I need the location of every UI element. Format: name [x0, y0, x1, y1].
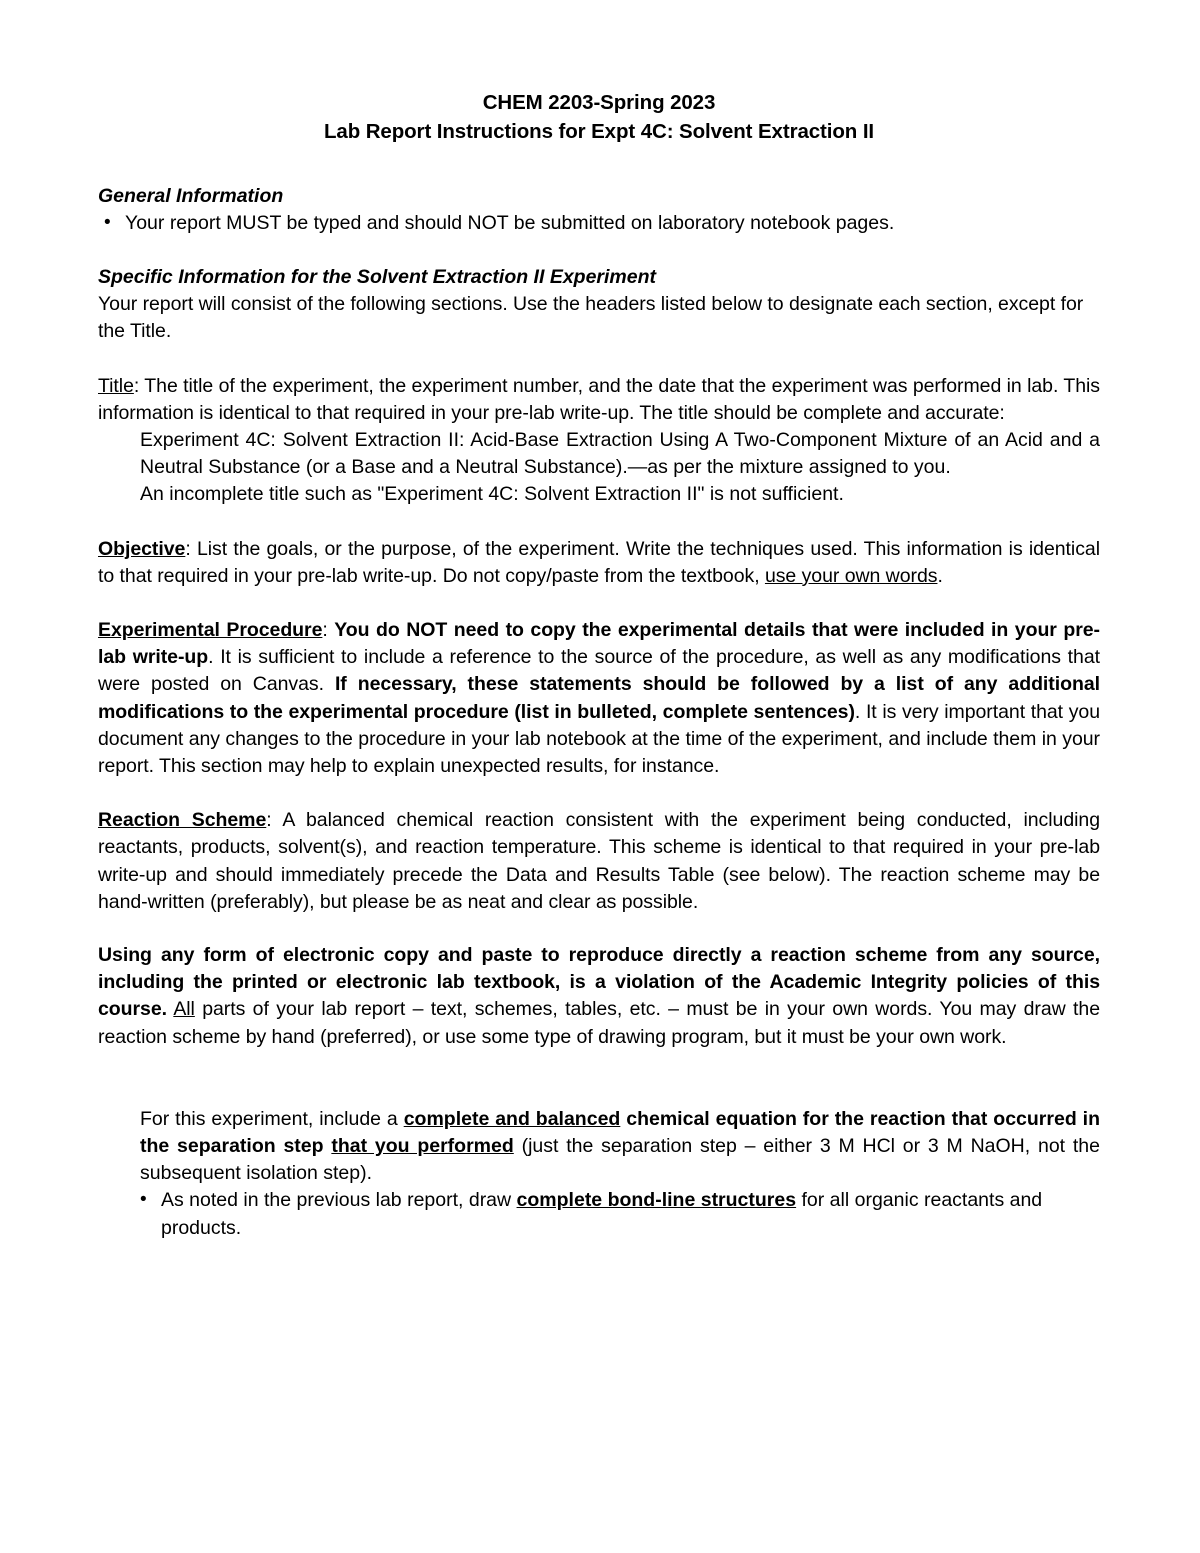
objective-section-separator: :	[185, 537, 197, 560]
spacer	[98, 237, 1100, 264]
list-item: • Your report MUST be typed and should NOT be submitted on laboratory notebook pages.	[98, 210, 1100, 237]
title-section-label: Title	[98, 374, 134, 397]
spacer	[98, 146, 1100, 183]
objective-section-tail: .	[937, 564, 943, 587]
specific-information-heading: Specific Information for the Solvent Extraction II Experiment	[98, 266, 657, 289]
experimental-procedure-bold-2: If necessary, these statements should be followed by a list of any additional modifications to the experimental procedure (list in bulleted, complete sentences)	[98, 673, 1100, 723]
experiment-note-tail: (just the separation step – either 3 M HCl or 3 M NaOH, not the subsequent isolation step).	[140, 1135, 1100, 1185]
reaction-scheme-separator: :	[266, 809, 283, 832]
experimental-procedure-plain-1: . It is sufficient to include a reference to the source of the procedure, as well as any modifications that were posted on Canvas.	[98, 646, 1100, 696]
academic-integrity-remainder: parts of your lab report – text, schemes, tables, etc. – must be in your own words. You may draw the reaction scheme by hand (preferred), or use some type of drawing program, but it must be your own work.	[98, 998, 1100, 1048]
experimental-procedure-plain-2: . It is very important that you document any changes to the procedure in your lab notebook at the time of the experiment, and include them in your report. This section may help to explain unexpected results, for instance.	[98, 700, 1100, 778]
academic-integrity-paragraph	[98, 942, 1100, 1051]
specific-information-intro: Your report will consist of the following sections. Use the headers listed below to designate each section, except for the Title.	[98, 293, 1084, 343]
title-example-block	[140, 427, 1100, 509]
academic-integrity-emphasis: All	[173, 998, 195, 1021]
title-section-body: The title of the experiment, the experiment number, and the date that the experiment was performed in lab. This information is identical to that required in your pre-lab write-up. The title should be complete and accurate:	[98, 374, 1100, 424]
spacer	[98, 509, 1100, 536]
title-insufficient-note: An incomplete title such as "Experiment 4C: Solvent Extraction II" is not sufficient.	[140, 483, 844, 506]
general-information-list	[98, 210, 1100, 237]
reaction-scheme-label: Reaction Scheme	[98, 809, 267, 832]
spacer	[98, 780, 1100, 807]
objective-section-paragraph	[98, 536, 1100, 590]
list-item	[134, 1187, 1100, 1241]
bullet-prefix: As noted in the previous lab report, draw	[161, 1189, 517, 1212]
spacer	[98, 590, 1100, 617]
spacer	[98, 346, 1100, 373]
experimental-procedure-bold-1: You do NOT need to copy the experimental details that were included in your pre-lab write-up	[98, 619, 1100, 669]
experimental-procedure-paragraph	[98, 617, 1100, 780]
objective-section-body: List the goals, or the purpose, of the experiment. Write the techniques used. This information is identical to that required in your pre-lab write-up. Do not copy/paste from the textbook,	[98, 537, 1100, 587]
title-section-paragraph	[98, 373, 1100, 427]
document-title	[98, 88, 1100, 146]
bullet-emphasis: complete bond-line structures	[516, 1189, 797, 1212]
academic-integrity-statement: Using any form of electronic copy and paste to reproduce directly a reaction scheme from any source, including the printed or electronic lab textbook, is a violation of the Academic Integrity policies of this course.	[98, 944, 1100, 1021]
spacer	[98, 1051, 1100, 1106]
reaction-scheme-paragraph	[98, 807, 1100, 916]
experimental-procedure-separator: :	[322, 619, 335, 642]
spacer	[98, 916, 1100, 942]
experiment-note-bold-1: chemical equation for the reaction that occurred in the separation step	[140, 1107, 1100, 1158]
general-information-heading: General Information	[98, 185, 284, 207]
title-line-1: CHEM 2203-Spring 2023	[482, 91, 716, 114]
title-example-text: Experiment 4C: Solvent Extraction II: Acid-Base Extraction Using A Two-Component Mixture of an Acid and a Neutral Substance (or a Base and a Neutral Substance).—as per the mixture assigned to you.	[140, 429, 1100, 479]
experiment-note-bold-underline-1: complete and balanced	[403, 1107, 621, 1130]
experiment-note-list	[134, 1187, 1100, 1241]
objective-section-label: Objective	[98, 537, 186, 560]
experiment-note-block	[140, 1106, 1100, 1188]
objective-emphasis: use your own words	[764, 564, 938, 587]
experiment-note-paragraph	[140, 1106, 1100, 1188]
title-section-separator: :	[133, 374, 145, 397]
experimental-procedure-label: Experimental Procedure	[98, 619, 323, 642]
bullet-suffix: for all organic reactants and products.	[161, 1189, 1043, 1239]
experiment-note-lead-in: For this experiment, include a	[140, 1107, 404, 1130]
experiment-note-bold-underline-2: that you performed	[331, 1135, 514, 1158]
reaction-scheme-body: A balanced chemical reaction consistent with the experiment being conducted, including reactants, products, solvent(s), and reaction temperature. This scheme is identical to that required in your pre-lab write-up and should immediately precede the Data and Results Table (see below). The reaction scheme may be hand-written (preferably), but please be as neat and clear as possible.	[98, 809, 1100, 913]
title-line-2: Lab Report Instructions for Expt 4C: Solvent Extraction II	[323, 120, 875, 143]
